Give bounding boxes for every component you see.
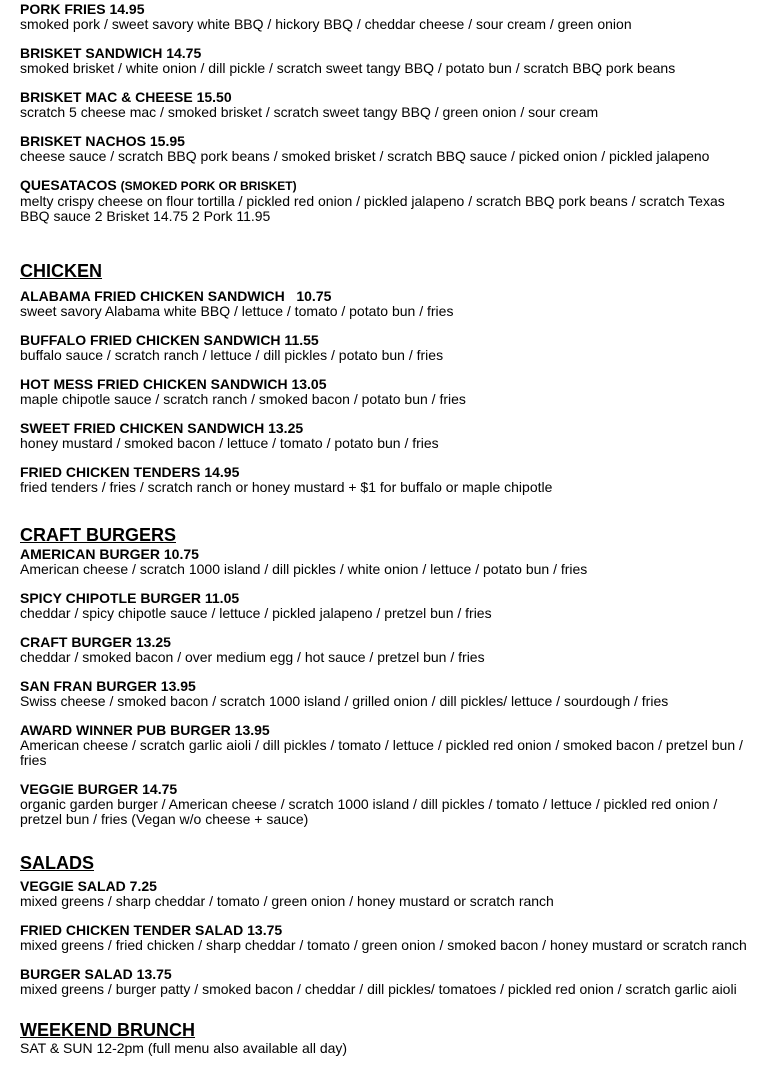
menu-item-san-fran-burger xyxy=(20,678,755,709)
item-title: SPICY CHIPOTLE BURGER 11.05 xyxy=(20,590,240,606)
item-description: American cheese / scratch garlic aioli / dill pickles / tomato / lettuce / pickled red onion / smoked bacon / pretzel bun / fries xyxy=(20,737,743,768)
menu-page xyxy=(20,1,755,1056)
menu-item-quesatacos xyxy=(20,177,755,224)
menu-item-veggie-salad xyxy=(20,878,755,909)
section-heading-chicken: CHICKEN xyxy=(20,261,103,281)
item-description: buffalo sauce / scratch ranch / lettuce / dill pickles / potato bun / fries xyxy=(20,347,444,363)
menu-item-sweet-chicken xyxy=(20,420,755,451)
item-title: BRISKET NACHOS 15.95 xyxy=(20,133,185,149)
item-title-main: QUESATACOS xyxy=(20,177,117,193)
menu-item-hot-mess-chicken xyxy=(20,376,755,407)
menu-item-alabama-chicken xyxy=(20,288,755,319)
item-title: VEGGIE SALAD 7.25 xyxy=(20,878,157,894)
menu-item-spicy-chipotle-burger xyxy=(20,590,755,621)
item-description: cheddar / spicy chipotle sauce / lettuce / pickled jalapeno / pretzel bun / fries xyxy=(20,605,492,621)
item-title: BUFFALO FRIED CHICKEN SANDWICH 11.55 xyxy=(20,332,319,348)
item-title: CRAFT BURGER 13.25 xyxy=(20,634,171,650)
menu-item-brisket-nachos xyxy=(20,133,755,164)
menu-item-chicken-tenders xyxy=(20,464,755,495)
item-title: SWEET FRIED CHICKEN SANDWICH 13.25 xyxy=(20,420,304,436)
item-description: cheese sauce / scratch BBQ pork beans / smoked brisket / scratch BBQ sauce / picked onion / pickled jalapeno xyxy=(20,148,710,164)
item-title: AWARD WINNER PUB BURGER 13.95 xyxy=(20,722,270,738)
item-description: cheddar / smoked bacon / over medium egg / hot sauce / pretzel bun / fries xyxy=(20,649,485,665)
item-title: PORK FRIES 14.95 xyxy=(20,1,145,17)
menu-item-american-burger xyxy=(20,546,755,577)
item-title: BRISKET SANDWICH 14.75 xyxy=(20,45,202,61)
menu-item-craft-burger xyxy=(20,634,755,665)
item-title: ALABAMA FRIED CHICKEN SANDWICH 10.75 xyxy=(20,288,332,304)
menu-item-pork-fries xyxy=(20,1,755,32)
brunch-hours: SAT & SUN 12-2pm (full menu also available all day) xyxy=(20,1040,348,1056)
item-description: mixed greens / fried chicken / sharp cheddar / tomato / green onion / smoked bacon / honey mustard or scratch ranch xyxy=(20,937,747,953)
menu-item-fried-chicken-tender-salad xyxy=(20,922,755,953)
item-description: honey mustard / smoked bacon / lettuce / tomato / potato bun / fries xyxy=(20,435,439,451)
item-title: FRIED CHICKEN TENDER SALAD 13.75 xyxy=(20,922,283,938)
section-heading-brunch: WEEKEND BRUNCH xyxy=(20,1020,195,1040)
item-title: BRISKET MAC & CHEESE 15.50 xyxy=(20,89,232,105)
item-description: maple chipotle sauce / scratch ranch / smoked bacon / potato bun / fries xyxy=(20,391,466,407)
item-title: FRIED CHICKEN TENDERS 14.95 xyxy=(20,464,240,480)
menu-item-veggie-burger xyxy=(20,781,755,827)
item-description: mixed greens / sharp cheddar / tomato / green onion / honey mustard or scratch ranch xyxy=(20,893,554,909)
item-description: melty crispy cheese on flour tortilla / pickled red onion / pickled jalapeno / scratch BBQ pork beans / scratch Texas BBQ sauce 2 Brisket 14.75 2 Pork 11.95 xyxy=(20,193,725,224)
item-description: scratch 5 cheese mac / smoked brisket / scratch sweet tangy BBQ / green onion / sour cream xyxy=(20,104,599,120)
item-description: smoked pork / sweet savory white BBQ / hickory BBQ / cheddar cheese / sour cream / green onion xyxy=(20,16,632,32)
item-title-suffix: (SMOKED PORK OR BRISKET) xyxy=(120,179,297,193)
item-title: SAN FRAN BURGER 13.95 xyxy=(20,678,196,694)
item-description: fried tenders / fries / scratch ranch or honey mustard + $1 for buffalo or maple chipotle xyxy=(20,479,553,495)
item-title xyxy=(20,177,755,194)
item-description: organic garden burger / American cheese / scratch 1000 island / dill pickles / tomato / lettuce / pickled red onion / pretzel bun / fries (Vegan w/o cheese + sauce) xyxy=(20,796,718,827)
menu-item-burger-salad xyxy=(20,966,755,997)
item-title: AMERICAN BURGER 10.75 xyxy=(20,546,199,562)
item-description: sweet savory Alabama white BBQ / lettuce / tomato / potato bun / fries xyxy=(20,303,454,319)
menu-item-brisket-mac-cheese xyxy=(20,89,755,120)
item-title: VEGGIE BURGER 14.75 xyxy=(20,781,178,797)
menu-item-award-winner-burger xyxy=(20,722,755,768)
item-description: smoked brisket / white onion / dill pickle / scratch sweet tangy BBQ / potato bun / scratch BBQ pork beans xyxy=(20,60,676,76)
item-title: HOT MESS FRIED CHICKEN SANDWICH 13.05 xyxy=(20,376,327,392)
item-description: Swiss cheese / smoked bacon / scratch 1000 island / grilled onion / dill pickles/ lettuce / sourdough / fries xyxy=(20,693,669,709)
item-title: BURGER SALAD 13.75 xyxy=(20,966,172,982)
section-heading-burgers: CRAFT BURGERS xyxy=(20,525,176,545)
item-description: mixed greens / burger patty / smoked bacon / cheddar / dill pickles/ tomatoes / pickled red onion / scratch garlic aioli xyxy=(20,981,737,997)
section-heading-salads: SALADS xyxy=(20,853,95,873)
menu-item-buffalo-chicken xyxy=(20,332,755,363)
menu-item-brisket-sandwich xyxy=(20,45,755,76)
item-description: American cheese / scratch 1000 island / dill pickles / white onion / lettuce / potato bun / fries xyxy=(20,561,588,577)
